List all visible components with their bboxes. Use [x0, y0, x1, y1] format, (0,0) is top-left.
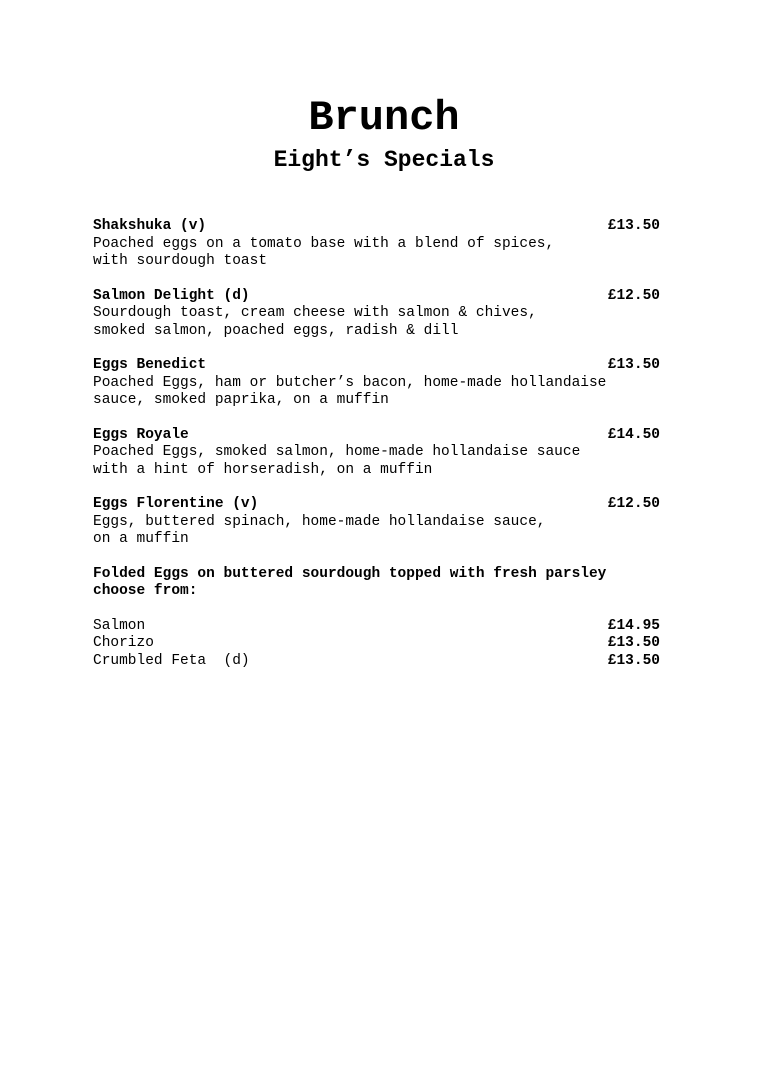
menu-item-description: Eggs, buttered spinach, home-made hollandaise sauce, on a muffin — [93, 513, 546, 547]
folded-eggs-heading: Folded Eggs on buttered sourdough topped with fresh parsley choose from: — [93, 565, 607, 599]
menu-item-header — [93, 496, 660, 514]
menu-item-eggs-royale — [93, 427, 660, 480]
menu-item-description: Poached Eggs, ham or butcher’s bacon, home-made hollandaise sauce, smoked paprika, on a muffin — [93, 374, 607, 408]
menu-item-name: Shakshuka (v) — [93, 218, 207, 234]
menu-item-description: Poached Eggs, smoked salmon, home-made hollandaise sauce with a hint of horseradish, on a muffin — [93, 444, 581, 478]
page-title: Brunch — [308, 94, 460, 142]
menu-item-price: £13.50 — [607, 218, 660, 234]
page-subtitle: Eight’s Specials — [273, 147, 495, 173]
menu-item-header — [93, 357, 660, 375]
menu-item-shakshuka — [93, 218, 660, 271]
option-row-crumbled-feta — [93, 653, 660, 671]
menu-item-price: £12.50 — [607, 496, 660, 512]
menu-item-description: Poached eggs on a tomato base with a blend of spices, with sourdough toast — [93, 235, 555, 269]
menu-item-price: £12.50 — [607, 287, 660, 304]
menu-item-header — [93, 427, 660, 445]
menu-item-name: Eggs Benedict — [93, 357, 207, 373]
menu-item-name: Eggs Florentine (v) — [93, 496, 259, 512]
menu-item-header — [93, 218, 660, 236]
option-name: Salmon — [93, 617, 146, 634]
menu-item-salmon-delight — [93, 288, 660, 341]
option-row-salmon — [93, 618, 660, 636]
menu-item-header — [93, 288, 660, 306]
menu-item-name: Eggs Royale — [93, 426, 189, 443]
option-name: Crumbled Feta (d) — [93, 652, 250, 669]
option-name: Chorizo — [93, 635, 154, 651]
option-price: £13.50 — [607, 635, 660, 651]
menu-item-name: Salmon Delight (d) — [93, 287, 250, 304]
option-price: £14.95 — [607, 617, 660, 634]
menu-item-price: £13.50 — [607, 357, 660, 373]
menu-item-eggs-benedict — [93, 357, 660, 410]
folded-eggs-options — [93, 618, 660, 671]
menu-item-price: £14.50 — [607, 426, 660, 443]
menu-item-eggs-florentine — [93, 496, 660, 549]
option-row-chorizo — [93, 635, 660, 653]
option-price: £13.50 — [607, 652, 660, 669]
menu-list — [93, 218, 660, 670]
menu-item-description: Sourdough toast, cream cheese with salmon & chives, smoked salmon, poached eggs, radish & dill — [93, 305, 537, 339]
